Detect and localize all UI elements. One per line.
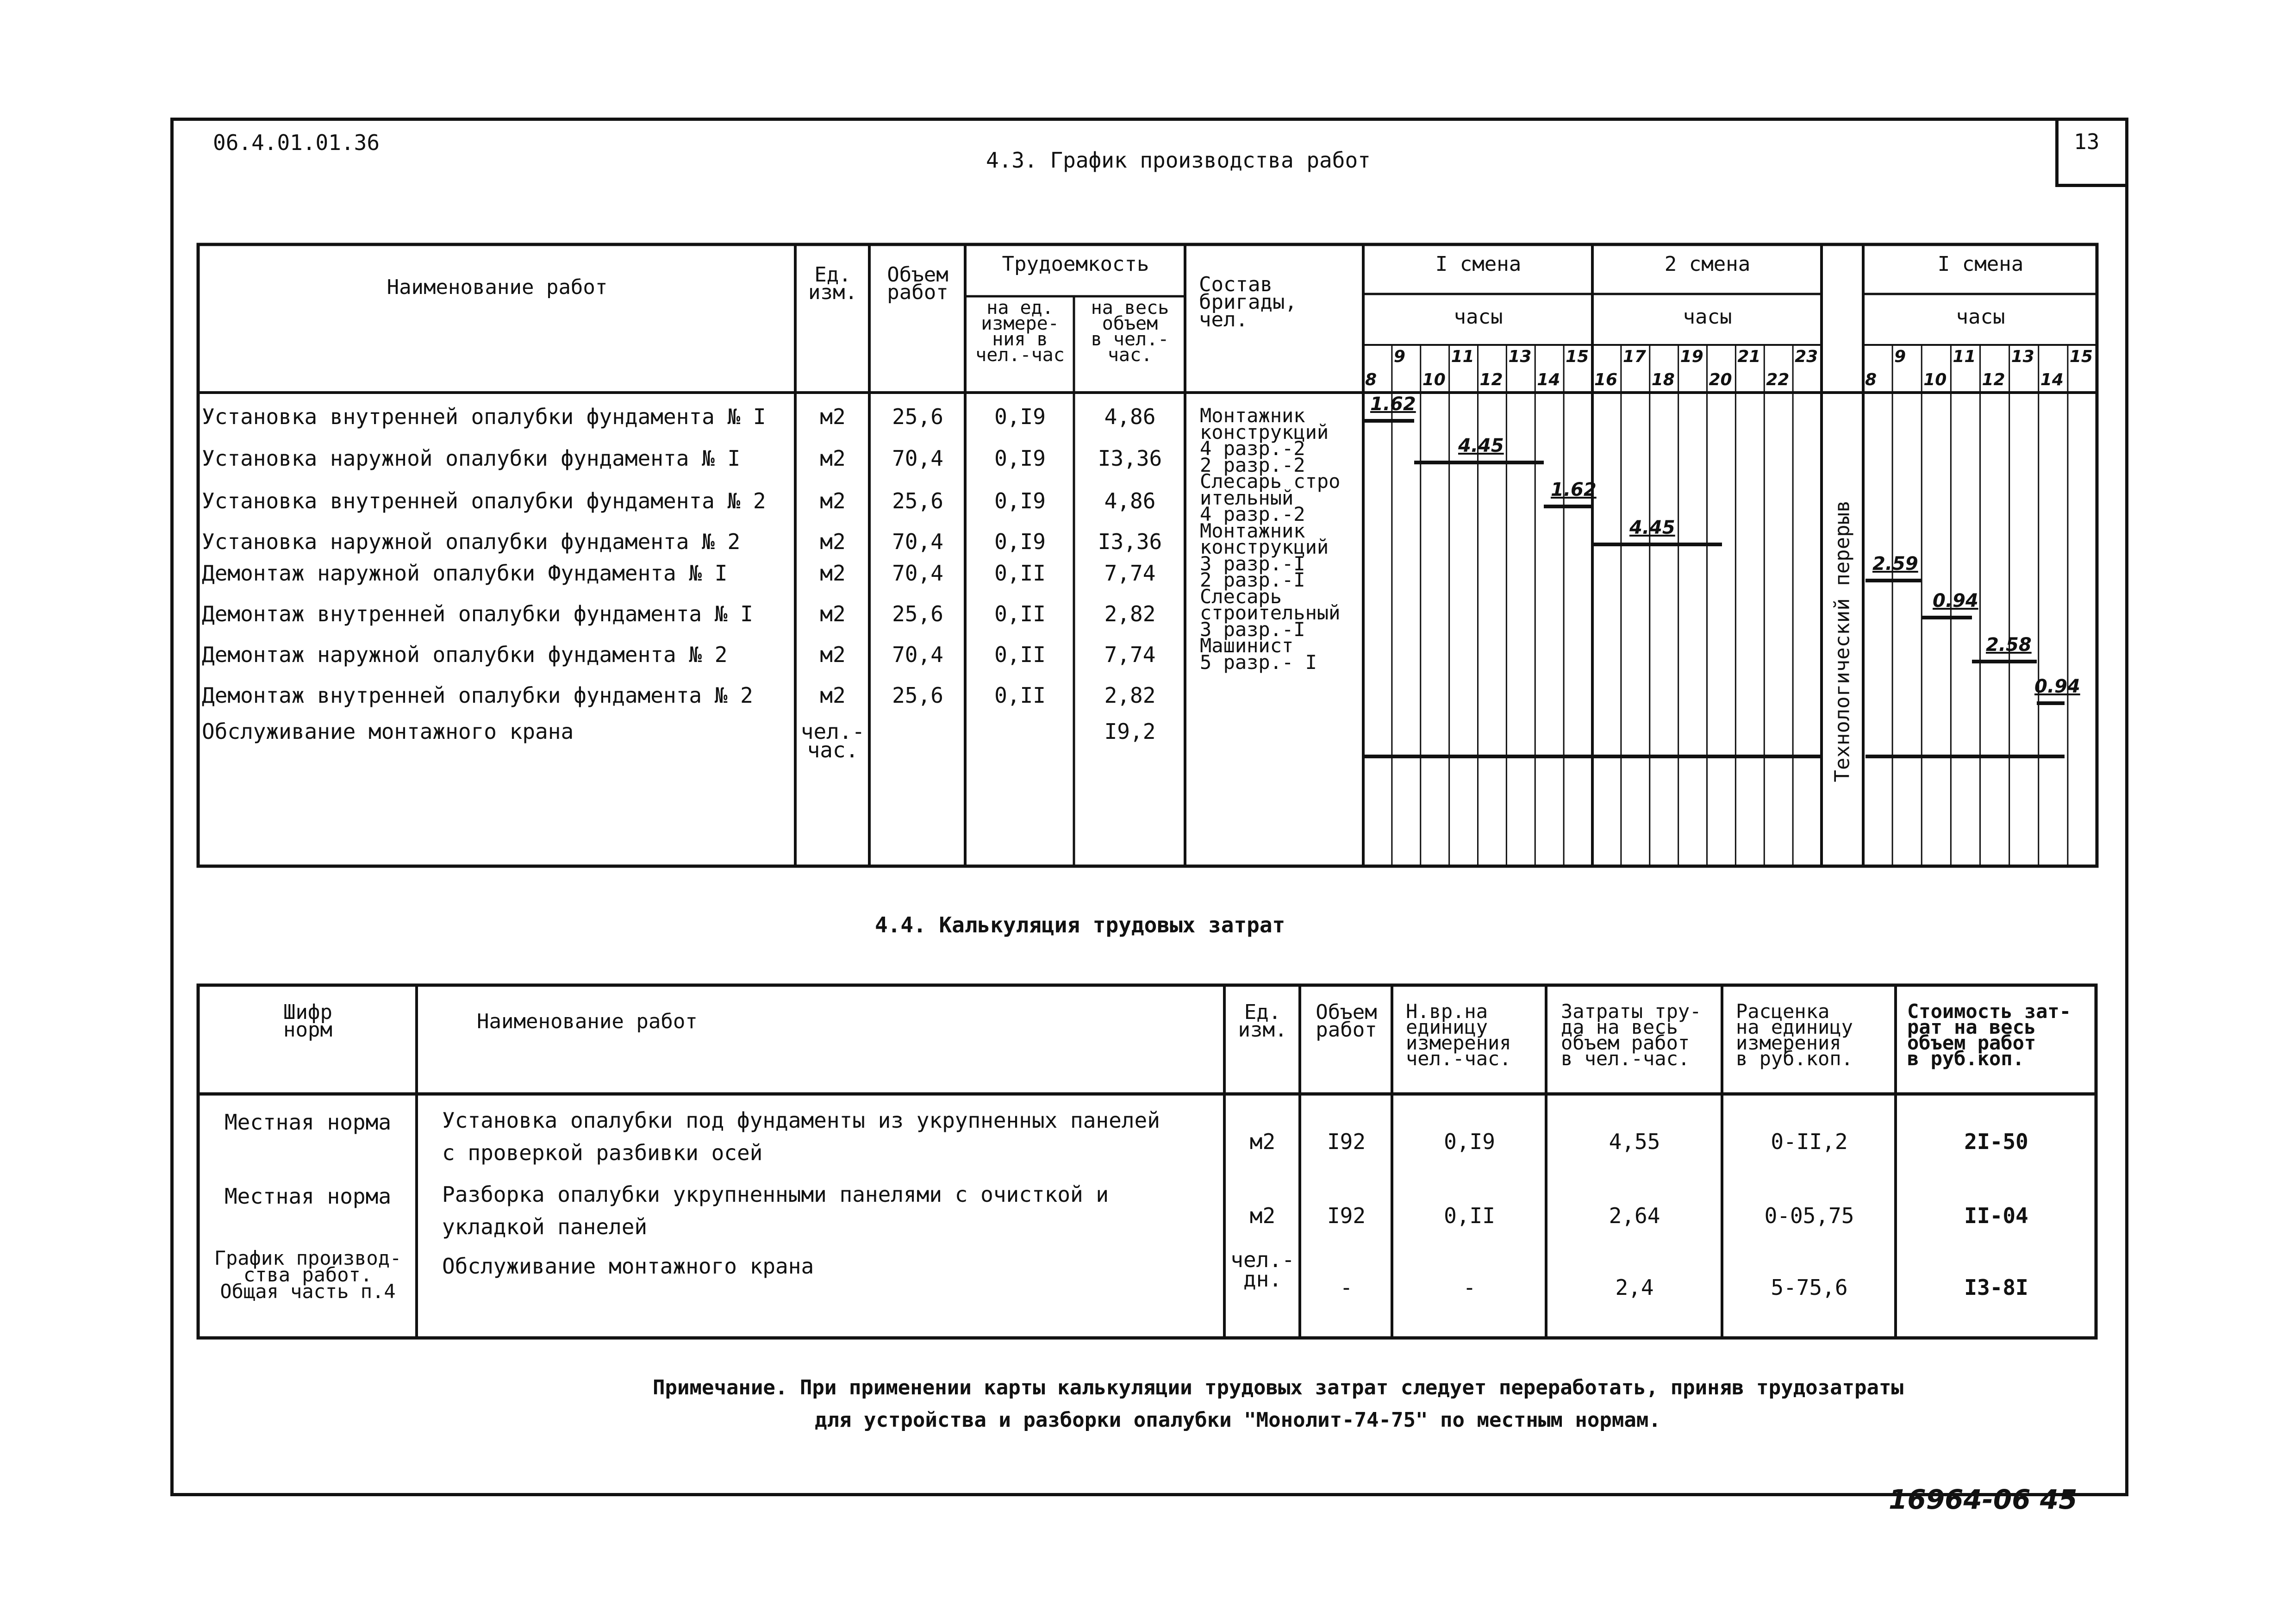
calc-norm: - (1463, 1275, 1476, 1300)
hour-tick-label: 11 (1451, 347, 1474, 366)
work-unit: м2 (820, 446, 846, 471)
hour-tick-label: 12 (1982, 370, 2005, 389)
calc-header-name: Наименование работ (477, 1010, 698, 1033)
document-code: 06.4.01.01.36 (213, 130, 380, 155)
calc-norm: 0,II (1444, 1203, 1495, 1228)
work-name: Установка наружной опалубки фундамента № 2 (202, 529, 741, 554)
work-name: Установка наружной опалубки фундамента № I (202, 446, 741, 471)
calc-rate: 0-II,2 (1771, 1129, 1848, 1154)
calc-cost: II-04 (1964, 1203, 2028, 1228)
calc-rate: 5-75,6 (1771, 1275, 1848, 1300)
work-per-unit: 0,I9 (994, 488, 1046, 513)
work-unit: м2 (820, 404, 846, 429)
work-unit: м2 (820, 601, 846, 626)
gantt-bar-label: 1.62 (1370, 394, 1416, 415)
norm-code: Местная норма (224, 1110, 392, 1135)
hour-tick-label: 20 (1709, 370, 1732, 389)
hour-tick-label: 14 (1537, 370, 1560, 389)
calc-labor: 2,4 (1615, 1275, 1654, 1300)
work-per-unit: 0,I9 (994, 446, 1046, 471)
hour-tick-label: 12 (1479, 370, 1503, 389)
col-header-name: Наименование работ (387, 275, 608, 299)
footer-code: 16964-06 45 (1889, 1484, 2078, 1515)
work-unit: м2 (820, 683, 846, 708)
work-unit: м2 (820, 561, 846, 586)
hour-tick-label: 19 (1680, 347, 1703, 366)
hour-tick-label: 17 (1622, 347, 1646, 366)
hour-tick-label: 9 (1894, 347, 1906, 366)
norm-code: График производ- ства работ. Общая часть п.4 (214, 1247, 402, 1303)
work-volume: 70,4 (892, 529, 943, 554)
calc-volume: - (1340, 1275, 1353, 1300)
calc-unit: м2 (1249, 1203, 1276, 1228)
hour-tick-label: 11 (1953, 347, 1976, 366)
hour-tick-label: 14 (2040, 370, 2064, 389)
calc-labor: 2,64 (1609, 1203, 1660, 1228)
work-volume: 25,6 (892, 488, 943, 513)
calc-labor: 4,55 (1609, 1129, 1660, 1154)
hour-tick-label: 13 (1508, 347, 1532, 366)
work-name: Демонтаж наружной опалубки Фундамента № I (202, 561, 728, 586)
work-per-unit: 0,I9 (994, 404, 1046, 429)
calc-header-unit: Ед. изм. (1238, 1000, 1287, 1042)
work-total: 2,82 (1104, 683, 1156, 708)
col-header-labor: Трудоемкость (1002, 252, 1149, 276)
col-header-total: на весь объем в чел.- час. (1091, 297, 1169, 366)
shift-3-header: I смена (1937, 252, 2024, 276)
calc-volume: I92 (1327, 1129, 1366, 1154)
work-volume: 70,4 (892, 561, 943, 586)
hour-tick-label: 8 (1365, 370, 1377, 389)
work-name: Демонтаж наружной опалубки фундамента № 2 (202, 642, 728, 667)
hour-tick-label: 10 (1923, 370, 1947, 389)
work-name: Установка внутренней опалубки фундамента № I (202, 404, 766, 429)
calc-rate: 0-05,75 (1764, 1203, 1854, 1228)
work-name: Демонтаж внутренней опалубки фундамента № I (202, 601, 753, 626)
calc-title: 4.4. Калькуляция трудовых затрат (875, 912, 1285, 937)
work-per-unit: 0,II (994, 642, 1046, 667)
work-volume: 70,4 (892, 446, 943, 471)
calc-cost: I3-8I (1964, 1275, 2028, 1300)
hours-header-3: часы (1956, 305, 2005, 329)
calc-header-rate: Расценка на единицу измерения в руб.коп. (1736, 1000, 1853, 1070)
calc-header-code: Шифр норм (283, 1000, 332, 1042)
work-total: 4,86 (1104, 488, 1156, 513)
work-volume: 25,6 (892, 404, 943, 429)
gantt-bar-label: 0.94 (2034, 676, 2080, 697)
hour-tick-label: 9 (1393, 347, 1405, 366)
work-unit: м2 (820, 529, 846, 554)
work-per-unit: 0,II (994, 683, 1046, 708)
calc-header-norm: Н.вр.на единицу измерения чел.-час. (1406, 1000, 1511, 1070)
work-total: 4,86 (1104, 404, 1156, 429)
work-total: 2,82 (1104, 601, 1156, 626)
page-number: 13 (2074, 129, 2100, 154)
calc-header-cost: Стоимость зат- рат на весь объем работ в руб.коп. (1907, 1000, 2071, 1070)
shift-1-header: I смена (1435, 252, 1522, 276)
technological-break-label: Технологический перерыв (1830, 500, 1854, 782)
work-volume: 25,6 (892, 601, 943, 626)
gantt-bar-label: 2.59 (1872, 553, 1918, 575)
calc-unit: м2 (1249, 1129, 1276, 1154)
calc-volume: I92 (1327, 1203, 1366, 1228)
work-total: I3,36 (1098, 446, 1162, 471)
calc-header-volume: Объем работ (1316, 1000, 1377, 1042)
col-header-unit: Ед. изм. (808, 263, 857, 304)
hour-tick-label: 15 (2069, 347, 2093, 366)
calc-work-name: Разборка опалубки укрупненными панелями с очисткой и укладкой панелей (442, 1182, 1109, 1239)
work-unit: м2 (820, 488, 846, 513)
hour-tick-label: 8 (1865, 370, 1877, 389)
work-per-unit: 0,I9 (994, 529, 1046, 554)
work-total: 7,74 (1104, 642, 1156, 667)
shift-2-header: 2 смена (1664, 252, 1751, 276)
gantt-bar-label: 2.58 (1986, 634, 2032, 656)
hour-tick-label: 21 (1737, 347, 1761, 366)
hour-tick-label: 23 (1795, 347, 1818, 366)
col-header-crew: Состав бригады, чел. (1199, 273, 1297, 331)
calc-header-labor: Затраты тру- да на весь объем работ в чел.-час. (1561, 1000, 1702, 1070)
calc-unit: чел.- дн. (1230, 1247, 1295, 1292)
work-name: Установка внутренней опалубки фундамента № 2 (202, 488, 766, 513)
work-volume: 25,6 (892, 683, 943, 708)
gantt-bar-label: 1.62 (1551, 479, 1597, 500)
work-per-unit: 0,II (994, 601, 1046, 626)
work-unit: м2 (820, 642, 846, 667)
norm-code: Местная норма (224, 1184, 392, 1209)
hours-header-1: часы (1454, 305, 1503, 329)
gantt-bar-label: 0.94 (1933, 590, 1978, 612)
work-per-unit: 0,II (994, 561, 1046, 586)
col-header-per-unit: на ед. измере- ния в чел.-час (975, 297, 1065, 366)
note-line-2: для устройства и разборки опалубки "Монолит-74-75" по местным нормам. (815, 1408, 1661, 1432)
work-name: Обслуживание монтажного крана (202, 719, 574, 744)
hour-tick-label: 13 (2011, 347, 2034, 366)
work-name: Демонтаж внутренней опалубки фундамента № 2 (202, 683, 753, 708)
gantt-bar-label: 4.45 (1458, 435, 1504, 456)
crew-composition: Монтажник конструкций 4 разр.-2 2 разр.-2 Слесарь стро ительный 4 разр.-2 Монтажник конструкций 3 разр.-I 2 разр.-I Слесарь строительный 3 разр.-I Машинист 5 разр.- I (1200, 404, 1341, 674)
col-header-volume: Объем работ (887, 263, 948, 304)
work-volume: 70,4 (892, 642, 943, 667)
hour-tick-label: 18 (1651, 370, 1675, 389)
note-line-1: Примечание. При применении карты калькуляции трудовых затрат следует переработать, приняв трудозатраты (653, 1376, 1904, 1399)
work-total: I3,36 (1098, 529, 1162, 554)
work-total: 7,74 (1104, 561, 1156, 586)
hours-header-2: часы (1683, 305, 1732, 329)
gantt-bar-label: 4.45 (1629, 517, 1675, 538)
calc-cost: 2I-50 (1964, 1129, 2028, 1154)
calc-work-name: Установка опалубки под фундаменты из укрупненных панелей с проверкой разбивки осей (442, 1108, 1160, 1165)
work-unit: чел.- час. (800, 719, 865, 762)
hour-tick-label: 22 (1766, 370, 1790, 389)
calc-work-name: Обслуживание монтажного крана (442, 1254, 814, 1279)
hour-tick-label: 16 (1594, 370, 1618, 389)
calc-norm: 0,I9 (1444, 1129, 1495, 1154)
schedule-title: 4.3. График производства работ (986, 148, 1371, 173)
hour-tick-label: 15 (1566, 347, 1589, 366)
work-total: I9,2 (1104, 719, 1156, 744)
hour-tick-label: 10 (1422, 370, 1446, 389)
